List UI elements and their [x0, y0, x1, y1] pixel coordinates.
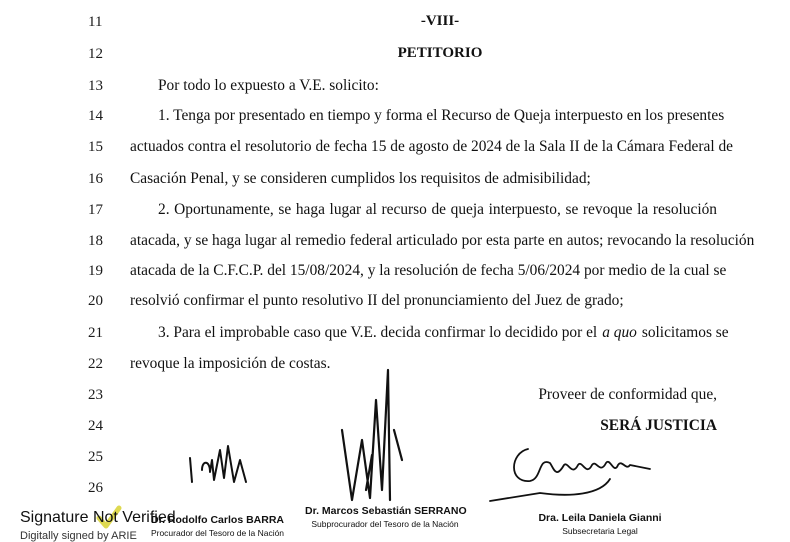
body-line: atacada, y se haga lugar al remedio federal articulado por esta parte en autos; revocando la resolución — [130, 232, 755, 249]
line-number: 21 — [88, 325, 103, 341]
line-number: 18 — [88, 233, 103, 249]
closing-line: Proveer de conformidad que, — [538, 386, 717, 403]
line-number: 26 — [88, 480, 103, 496]
body-line: atacada de la C.F.C.P. del 15/08/2024, y la resolución de fecha 5/06/2024 por medio de la cual se — [130, 262, 727, 279]
line-number: 19 — [88, 263, 103, 279]
signature-block-gianni — [515, 512, 685, 536]
line-number: 15 — [88, 139, 103, 155]
digital-signature-subtext: Digitally signed by ARIE — [20, 530, 137, 542]
signer-role: Subsecretaria Legal — [562, 526, 638, 536]
line-number: 23 — [88, 387, 103, 403]
section-number: -VIII- — [420, 13, 460, 29]
body-line: resolvió confirmar el punto resolutivo II del pronunciamiento del Juez de grado; — [130, 292, 624, 309]
body-line: 2. Oportunamente, se haga lugar al recurso de queja interpuesto, se revoque la resolución — [158, 201, 717, 218]
body-line: 1. Tenga por presentado en tiempo y forma el Recurso de Queja interpuesto en los presentes — [158, 107, 725, 124]
body-line-part: solicitamos se — [641, 324, 729, 341]
line-number: 13 — [88, 78, 103, 94]
line-number: 25 — [88, 449, 103, 465]
section-title: PETITORIO — [397, 45, 483, 61]
signature-scribble-serrano — [332, 360, 412, 510]
closing-justice: SERÁ JUSTICIA — [600, 417, 717, 434]
signer-role: Subprocurador del Tesoro de la Nación — [311, 519, 459, 529]
digital-signature-status[interactable]: Signature Not Verified — [20, 509, 176, 526]
line-number: 22 — [88, 356, 103, 372]
signature-scribble-barra — [180, 420, 270, 485]
line-number: 12 — [88, 46, 103, 62]
signer-name: Dra. Leila Daniela Gianni — [538, 512, 662, 524]
body-line — [130, 324, 729, 342]
body-line: Por todo lo expuesto a V.E. solicito: — [158, 77, 379, 94]
body-line: revoque la imposición de costas. — [130, 355, 331, 372]
body-line: actuados contra el resolutorio de fecha 15 de agosto de 2024 de la Sala II de la Cámara Federal de — [130, 138, 733, 155]
signer-role: Procurador del Tesoro de la Nación — [150, 528, 285, 538]
signer-name: Dr. Marcos Sebastián SERRANO — [305, 505, 467, 517]
body-line: Casación Penal, y se consideren cumplidos los requisitos de admisibilidad; — [130, 170, 591, 187]
line-number: 14 — [88, 108, 103, 124]
line-number: 24 — [88, 418, 103, 434]
line-number: 17 — [88, 202, 103, 218]
line-number: 16 — [88, 171, 103, 187]
body-line-part: 3. Para el improbable caso que V.E. decida confirmar lo decidido por el — [158, 324, 598, 341]
latin-term: a quo — [602, 324, 637, 341]
line-number: 11 — [88, 14, 103, 30]
signature-scribble-gianni — [480, 435, 680, 505]
signature-block-serrano — [305, 505, 465, 529]
signer-name: Dr. Rodolfo Carlos BARRA — [150, 514, 284, 526]
line-number: 20 — [88, 293, 103, 309]
